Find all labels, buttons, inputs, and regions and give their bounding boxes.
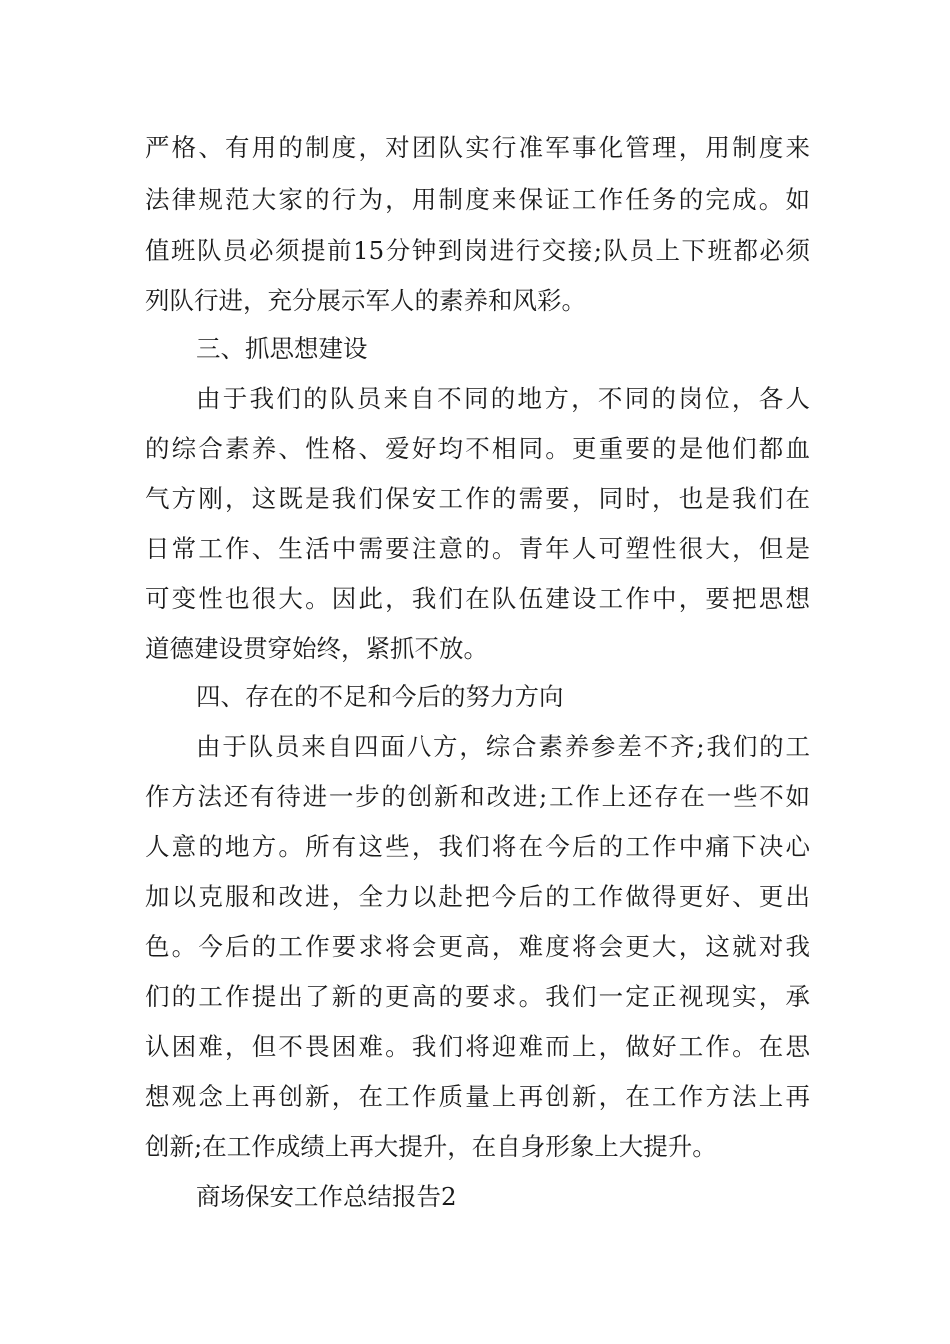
paragraph-line: 严格、有用的制度，对团队实行准军事化管理，用制度来	[145, 133, 810, 162]
paragraph-line: 可变性也很大。因此，我们在队伍建设工作中，要把思想	[145, 584, 810, 613]
paragraph-line: 的综合素养、性格、爱好均不相同。更重要的是他们都血	[145, 434, 810, 463]
paragraph-line: 色。今后的工作要求将会更高，难度将会更大，这就对我	[145, 932, 810, 961]
paragraph-line: 创新;在工作成绩上再大提升，在自身形象上大提升。	[145, 1132, 717, 1161]
paragraph-line: 气方刚，这既是我们保安工作的需要，同时，也是我们在	[145, 484, 810, 513]
paragraph-line: 值班队员必须提前15分钟到岗进行交接;队员上下班都必须	[145, 236, 810, 265]
paragraph-line: 由于我们的队员来自不同的地方，不同的岗位，各人	[196, 384, 810, 413]
section-heading: 四、存在的不足和今后的努力方向	[196, 682, 564, 711]
paragraph-line: 人意的地方。所有这些，我们将在今后的工作中痛下决心	[145, 832, 810, 861]
paragraph-line: 日常工作、生活中需要注意的。青年人可塑性很大，但是	[145, 534, 810, 563]
paragraph-line: 作方法还有待进一步的创新和改进;工作上还存在一些不如	[145, 782, 810, 811]
paragraph-line: 由于队员来自四面八方，综合素养参差不齐;我们的工	[196, 732, 810, 761]
paragraph-line: 们的工作提出了新的更高的要求。我们一定正视现实，承	[145, 982, 810, 1011]
section-heading: 三、抓思想建设	[196, 334, 368, 363]
paragraph-line: 想观念上再创新，在工作质量上再创新，在工作方法上再	[145, 1082, 810, 1111]
paragraph-line: 法律规范大家的行为，用制度来保证工作任务的完成。如	[145, 185, 810, 214]
paragraph-line: 加以克服和改进，全力以赴把今后的工作做得更好、更出	[145, 882, 810, 911]
document-title: 商场保安工作总结报告2	[196, 1182, 457, 1211]
paragraph-line: 认困难，但不畏困难。我们将迎难而上，做好工作。在思	[145, 1032, 810, 1061]
paragraph-line: 列队行进，充分展示军人的素养和风彩。	[145, 286, 586, 315]
paragraph-line: 道德建设贯穿始终，紧抓不放。	[145, 634, 488, 663]
